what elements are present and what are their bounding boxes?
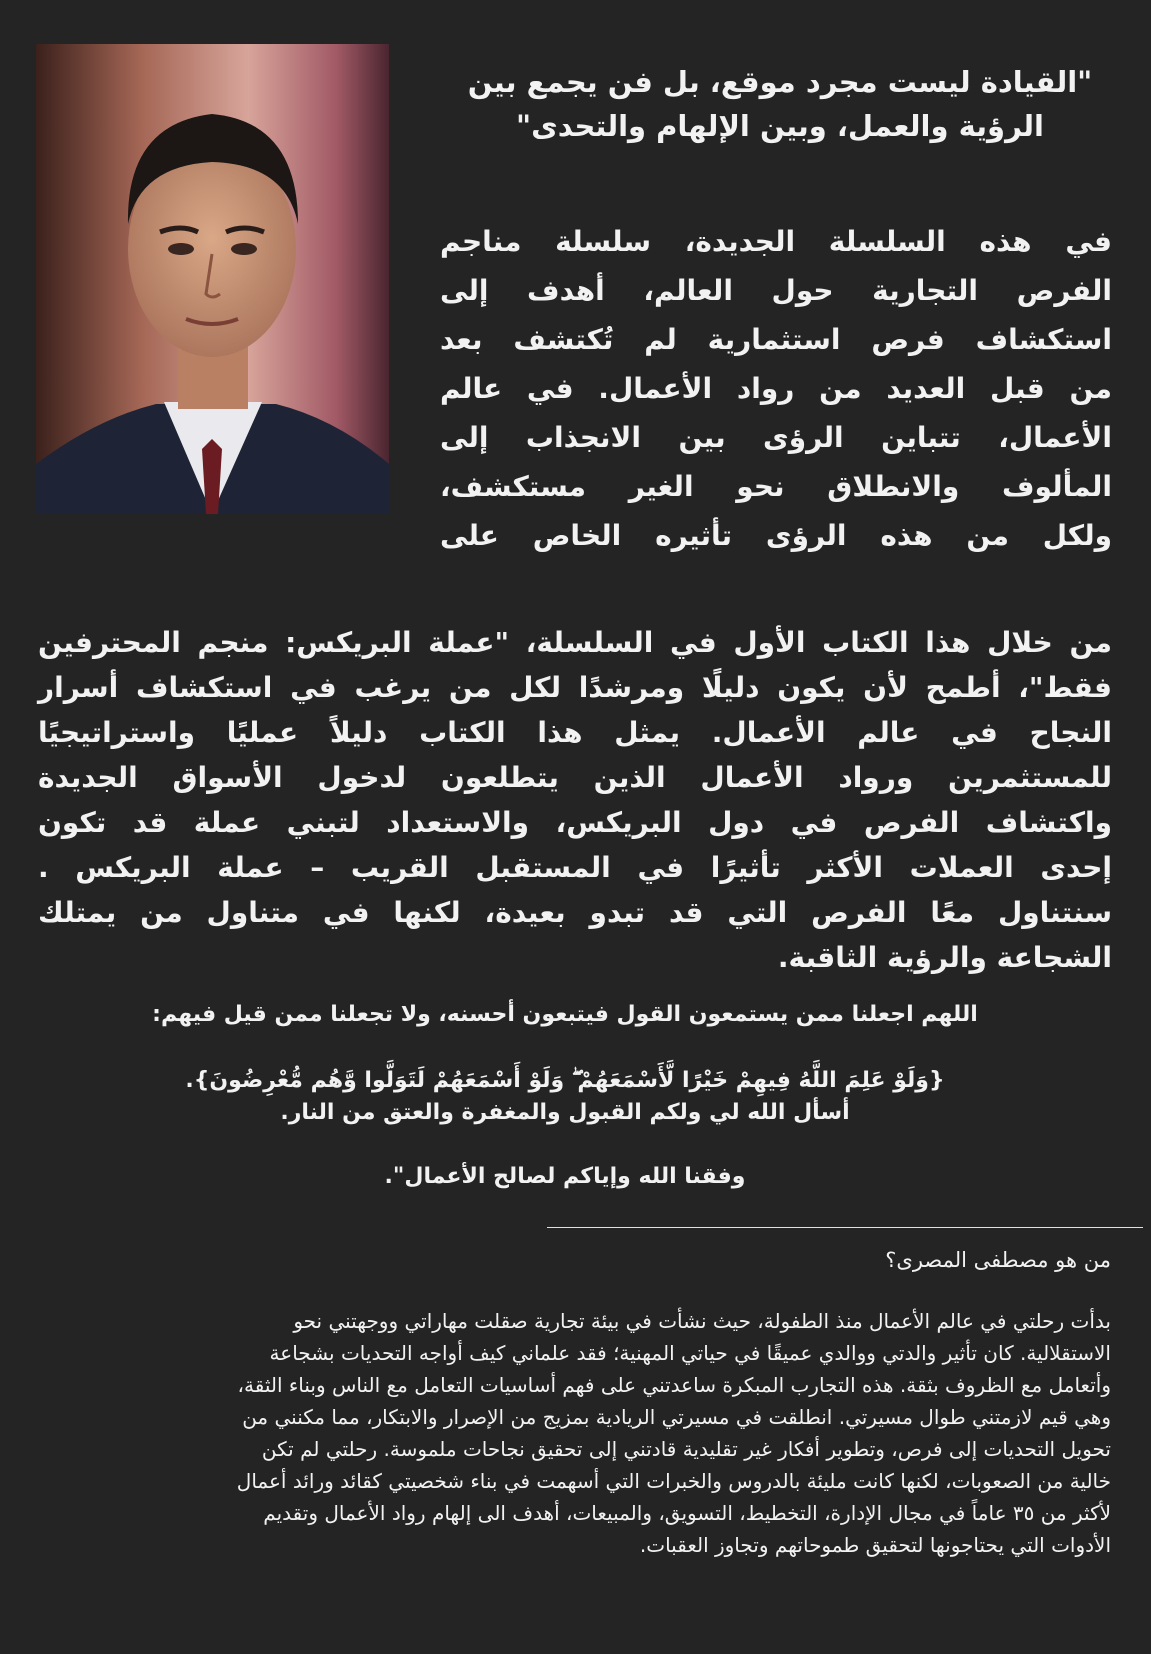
headline-quote [430,60,1130,148]
bio-line: تحويل التحديات إلى فرص، وتطوير أفكار غير تقليدية قادتني إلى تحقيق نجاحات ملموسة. رحلتي لم تكن [261,1437,1111,1461]
intro-line: من قبل العديد من رواد الأعمال. في عالم [440,372,1112,405]
bio-line: لأكثر من ٣٥ عاماً في مجال الإدارة، التخطيط، التسويق، والمبيعات، أهدف الى إلهام رواد الأعمال وتقديم [263,1501,1111,1525]
body-line: الشجاعة والرؤية الثاقبة. [777,941,1112,974]
intro-line: المألوف والانطلاق نحو الغير مستكشف، [440,470,1112,503]
body-line: من خلال هذا الكتاب الأول في السلسلة، "عملة البريكس: منجم المحترفين [38,626,1112,659]
verse-line: أسأل الله لي ولكم القبول والمغفرة والعتق من النار. [280,1100,850,1125]
quran-verse [150,1065,980,1129]
author-portrait [36,44,389,514]
body-line: فقط"، أطمح لأن يكون دليلًا ومرشدًا لكل من يرغب في استكشاف أسرار [38,671,1112,704]
quote-line: الرؤية والعمل، وبين الإلهام والتحدى" [516,109,1044,143]
intro-line: الفرص التجارية حول العالم، أهدف إلى [440,274,1112,307]
body-line: واكتشاف الفرص في دول البريكس، والاستعداد لتبني عملة قد تكون [38,806,1112,839]
verse-line: {وَلَوْ عَلِمَ اللَّهُ فِيهِمْ خَيْرًا لَّأَسْمَعَهُمْ ۖ وَلَوْ أَسْمَعَهُمْ لَتَوَلَّوا وَّهُم مُّعْرِضُونَ}. [185,1068,945,1093]
bio-line: خالية من الصعوبات، لكنها كانت مليئة بالدروس والخبرات التي أسهمت في بناء شخصيتي كقائد ورائد أعمال [236,1469,1111,1493]
intro-line: الأعمال، تتباين الرؤى بين الانجذاب إلى [440,421,1112,454]
quote-line: "القيادة ليست مجرد موقع، بل فن يجمع بين [467,65,1093,99]
bio-line: وأتعامل مع الظروف بثقة. هذه التجارب المبكرة ساعدتني على فهم أساسيات التعامل مع الناس وبناء الثقة، [237,1373,1111,1397]
intro-line: في هذه السلسلة الجديدة، سلسلة مناجم [440,225,1112,258]
dua-line: اللهم اجعلنا ممن يستمعون القول فيتبعون أحسنه، ولا تجعلنا ممن قيل فيهم: [152,1002,978,1027]
body-line: للمستثمرين ورواد الأعمال الذين يتطلعون لدخول الأسواق الجديدة [38,761,1112,794]
bio-heading: من هو مصطفى المصرى؟ [885,1248,1111,1272]
bio-line: الاستقلالية. كان تأثير والدتي ووالدي عميقًا في حياتي المهنية؛ فقد علماني كيف أواجه التحديات بشجاعة [269,1341,1111,1365]
bio-paragraph [40,1305,1111,1561]
bio-line: بدأت رحلتي في عالم الأعمال منذ الطفولة، حيث نشأت في بيئة تجارية صقلت مهاراتي ووجهتني نحو [293,1309,1111,1333]
body-line: سنتناول معًا الفرص التي قد تبدو بعيدة، لكنها في متناول من يمتلك [38,896,1112,929]
intro-paragraph [440,217,1112,560]
intro-line: ولكل من هذه الرؤى تأثيره الخاص على [440,519,1112,552]
section-divider [547,1227,1143,1228]
intro-line: استكشاف فرص استثمارية لم تُكتشف بعد [440,323,1112,356]
body-paragraph [38,620,1112,980]
body-line: النجاح في عالم الأعمال. يمثل هذا الكتاب دليلاً عمليًا واستراتيجيًا [38,716,1112,749]
bio-line: الأدوات التي يحتاجونها لتحقيق طموحاتهم وتجاوز العقبات. [639,1533,1111,1557]
body-line: إحدى العملات الأكثر تأثيرًا في المستقبل القريب – عملة البريكس . [38,851,1112,884]
bio-line: وهي قيم لازمتني طوال مسيرتي. انطلقت في مسيرتي الريادية بمزيج من الإصرار والابتكار، مما مكنني من [242,1405,1111,1429]
closing-line: وفقنا الله وإياكم لصالح الأعمال". [384,1164,746,1189]
